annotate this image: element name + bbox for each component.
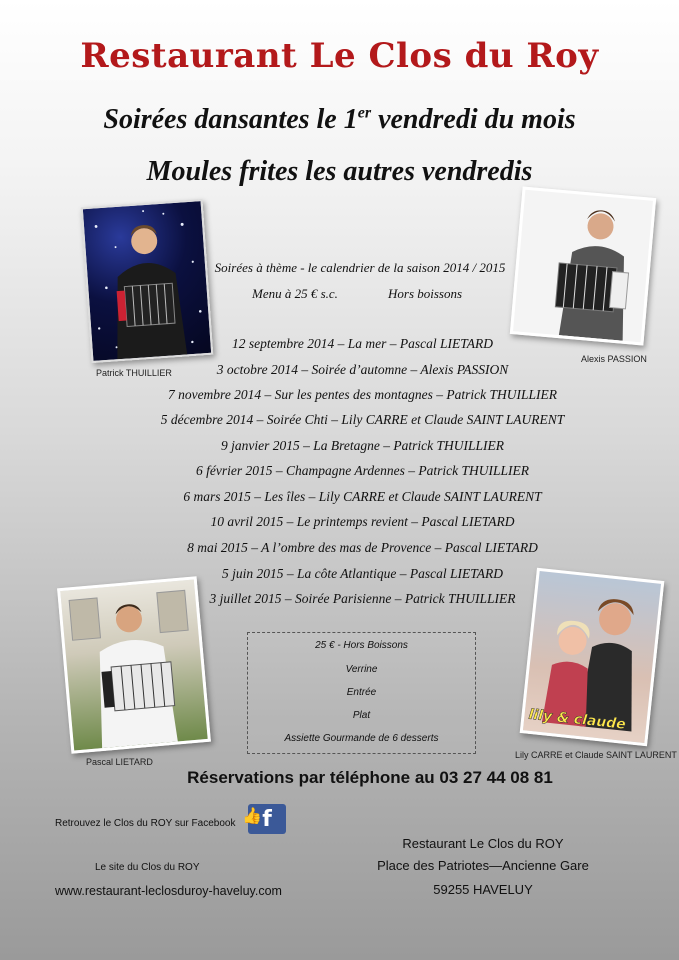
menu-item: Assiette Gourmande de 6 desserts [284, 733, 439, 744]
menu-price-intro: Menu à 25 € s.c. [252, 286, 338, 301]
menu-item: Plat [352, 710, 371, 721]
headline-mussels: Moules frites les autres vendredis [146, 156, 533, 187]
event-item: 10 avril 2015 – Le printemps revient – Pascal LIETARD [210, 514, 515, 529]
event-item: 5 décembre 2014 – Soirée Chti – Lily CARRE et Claude SAINT LAURENT [160, 412, 565, 427]
event-item: 3 octobre 2014 – Soirée d’automne – Alexis PASSION [216, 362, 509, 377]
website-link[interactable]: www.restaurant-leclosduroy-haveluy.com [55, 884, 282, 898]
thumbs-up-icon: 👍 [242, 806, 262, 825]
lily-claude-overlay-text: lily & claude [527, 706, 627, 733]
address-city: 59255 HAVELUY [433, 882, 533, 897]
event-item: 8 mai 2015 – A l’ombre des mas de Provence – Pascal LIETARD [187, 540, 538, 555]
event-item: 6 mars 2015 – Les îles – Lily CARRE et Claude SAINT LAURENT [183, 489, 542, 504]
photo-pascal-lietard [57, 576, 211, 754]
caption-pascal: Pascal LIETARD [86, 757, 153, 767]
calendar-intro: Soirées à thème - le calendrier de la saison 2014 / 2015 [214, 260, 506, 275]
caption-patrick: Patrick THUILLIER [96, 368, 172, 378]
event-item: 9 janvier 2015 – La Bretagne – Patrick THUILLIER [221, 438, 504, 453]
address-name: Restaurant Le Clos du ROY [402, 836, 564, 851]
event-item: 12 septembre 2014 – La mer – Pascal LIETARD [232, 336, 493, 351]
alexis-accordion-illustration [513, 190, 653, 343]
headline-dance-evenings: Soirées dansantes le 1er vendredi du mois [103, 104, 576, 135]
menu-item: Verrine [345, 664, 378, 675]
photo-lily-claude [520, 568, 665, 746]
reservation-phone: Réservations par téléphone au 03 27 44 08 81 [187, 768, 553, 787]
menu-item: Entrée [346, 687, 377, 698]
event-item: 3 juillet 2015 – Soirée Parisienne – Patrick THUILLIER [209, 591, 516, 606]
menu-box [247, 632, 476, 754]
caption-lily-claude: Lily CARRE et Claude SAINT LAURENT [515, 750, 677, 760]
page-title: Restaurant Le Clos du Roy [80, 36, 599, 76]
site-label: Le site du Clos du ROY [95, 862, 200, 873]
facebook-icon[interactable]: 👍 f [248, 804, 286, 834]
pascal-accordion-illustration [60, 579, 207, 750]
facebook-text: Retrouvez le Clos du ROY sur Facebook [55, 818, 236, 829]
drinks-intro: Hors boissons [388, 286, 463, 301]
address-street: Place des Patriotes—Ancienne Gare [377, 858, 589, 873]
event-item: 5 juin 2015 – La côte Atlantique – Pascal LIETARD [221, 566, 504, 581]
event-item: 7 novembre 2014 – Sur les pentes des montagnes – Patrick THUILLIER [167, 387, 558, 402]
menu-price: 25 € - Hors Boissons [315, 640, 408, 651]
caption-alexis: Alexis PASSION [581, 354, 647, 364]
event-item: 6 février 2015 – Champagne Ardennes – Patrick THUILLIER [196, 463, 529, 478]
photo-alexis-passion [510, 186, 656, 345]
